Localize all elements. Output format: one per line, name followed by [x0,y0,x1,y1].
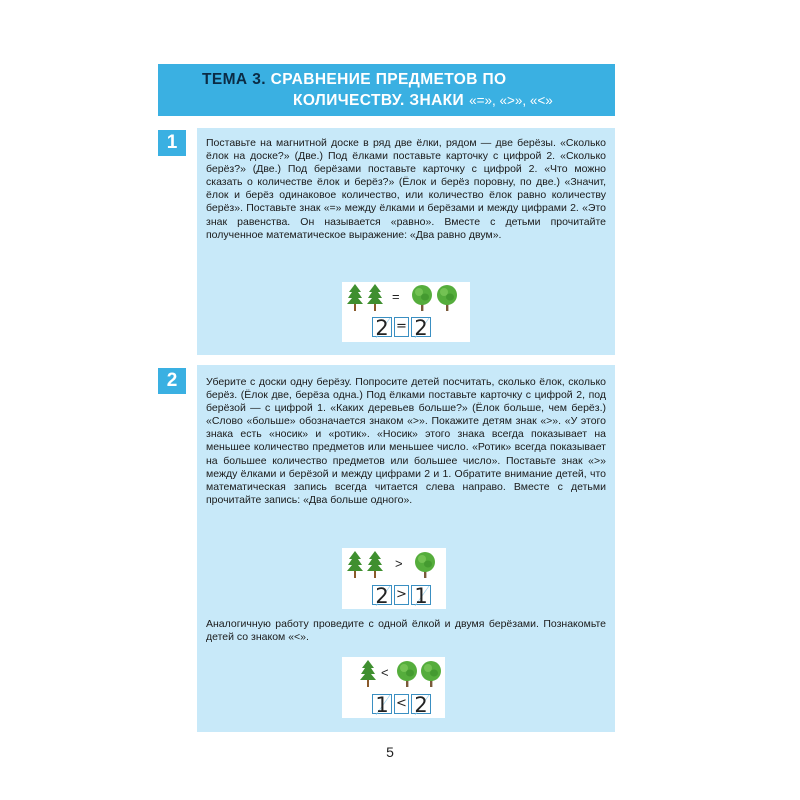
number-card [411,584,431,608]
topic-header [158,64,615,116]
tree-row [342,657,445,687]
card-value: 2 [414,693,428,717]
task-1-figure [342,282,470,342]
sign-card [394,585,409,605]
header-line-2 [293,92,553,110]
card-value: 2 [375,316,389,340]
card-row [372,693,433,717]
number-card [411,316,431,340]
tree-row [342,548,446,578]
birch-icon [420,660,442,688]
card-value: 1 [414,584,428,608]
spruce-icon [347,551,363,579]
topic-signs: «=», «>», «<» [469,93,553,108]
figure-sign: > [395,556,403,571]
topic-label: ТЕМА 3. [202,71,266,88]
task-2-figure [342,548,446,609]
card-sign: = [396,319,407,334]
spruce-icon [360,660,376,688]
birch-icon [396,660,418,688]
card-row [372,584,433,608]
card-sign: > [396,587,407,602]
birch-icon [414,551,436,579]
header-line-1 [202,71,507,89]
task-2-figure-2 [342,657,445,718]
figure-sign: = [392,289,400,304]
number-card [372,584,392,608]
task-number-2: 2 [158,368,186,394]
task-2-text: Уберите с доски одну берёзу. Попросите детей посчитать, сколько ёлок, сколько берёз. (Ёлок две, берёза одна.) Под ёлками поставьте карточку с цифрой 2, под берёзой — с цифрой 1. «Каких деревьев больше?» (Ёлок больше, чем берёз.) «Слово «больше» обозначается знаком «>». Покажите детям знак «>». «У этого знака есть «носик» и «ротик». «Носик» этого знака всегда показывает на меньшее количество предметов или меньшее число. «Ротик» всегда показывает на большее количество предметов или большее число». Поставьте знак «>» между ёлками и берёзой и между цифрами 2 и 1. Обратите внимание детей, что математическая запись всегда читается слева направо. Вместе с детьми прочитайте запись: «Два больше одного». [206,376,606,506]
topic-title-line2: КОЛИЧЕСТВУ. ЗНАКИ [293,92,465,109]
card-value: 2 [414,316,428,340]
birch-icon [436,284,458,312]
birch-icon [411,284,433,312]
sign-card [394,694,409,714]
number-card [411,693,431,717]
card-value: 2 [375,584,389,608]
card-sign: < [396,696,407,711]
card-row [372,316,433,340]
number-card [372,316,392,340]
spruce-icon [367,284,383,312]
card-value: 1 [375,693,389,717]
number-card [372,693,392,717]
task-panel-1 [197,128,615,355]
task-1-text: Поставьте на магнитной доске в ряд две ёлки, рядом — две берёзы. «Сколько ёлок на доске?» (Две.) Под ёлками поставьте карточку с цифрой 2. «Сколько берёз?» (Две.) Под берёзами поставьте карточку с цифрой 2. «Что можно сказать о количестве ёлок и берёз?» (Ёлок и берёз поровну, по две.) «Значит, ёлок и берёз одинаковое количество, или количество ёлок равно количеству берёз». Поставьте знак «=» между ёлками и берёзами и между цифрами 2. «Это знак равенства. Он называется «равно». Вместе с детьми прочитайте полученное математическое выражение: «Два равно двум». [206,137,606,241]
page-number: 5 [386,744,394,760]
spruce-icon [367,551,383,579]
topic-title-line1: СРАВНЕНИЕ ПРЕДМЕТОВ ПО [270,71,507,88]
spruce-icon [347,284,363,312]
figure-sign: < [381,665,389,680]
tree-row [342,282,470,312]
task-panel-2 [197,365,615,732]
task-number-1: 1 [158,130,186,156]
sign-card [394,317,409,337]
task-2-text-2: Аналогичную работу проведите с одной ёлкой и двумя берёзами. Познакомьте детей со знаком «<». [206,618,606,644]
